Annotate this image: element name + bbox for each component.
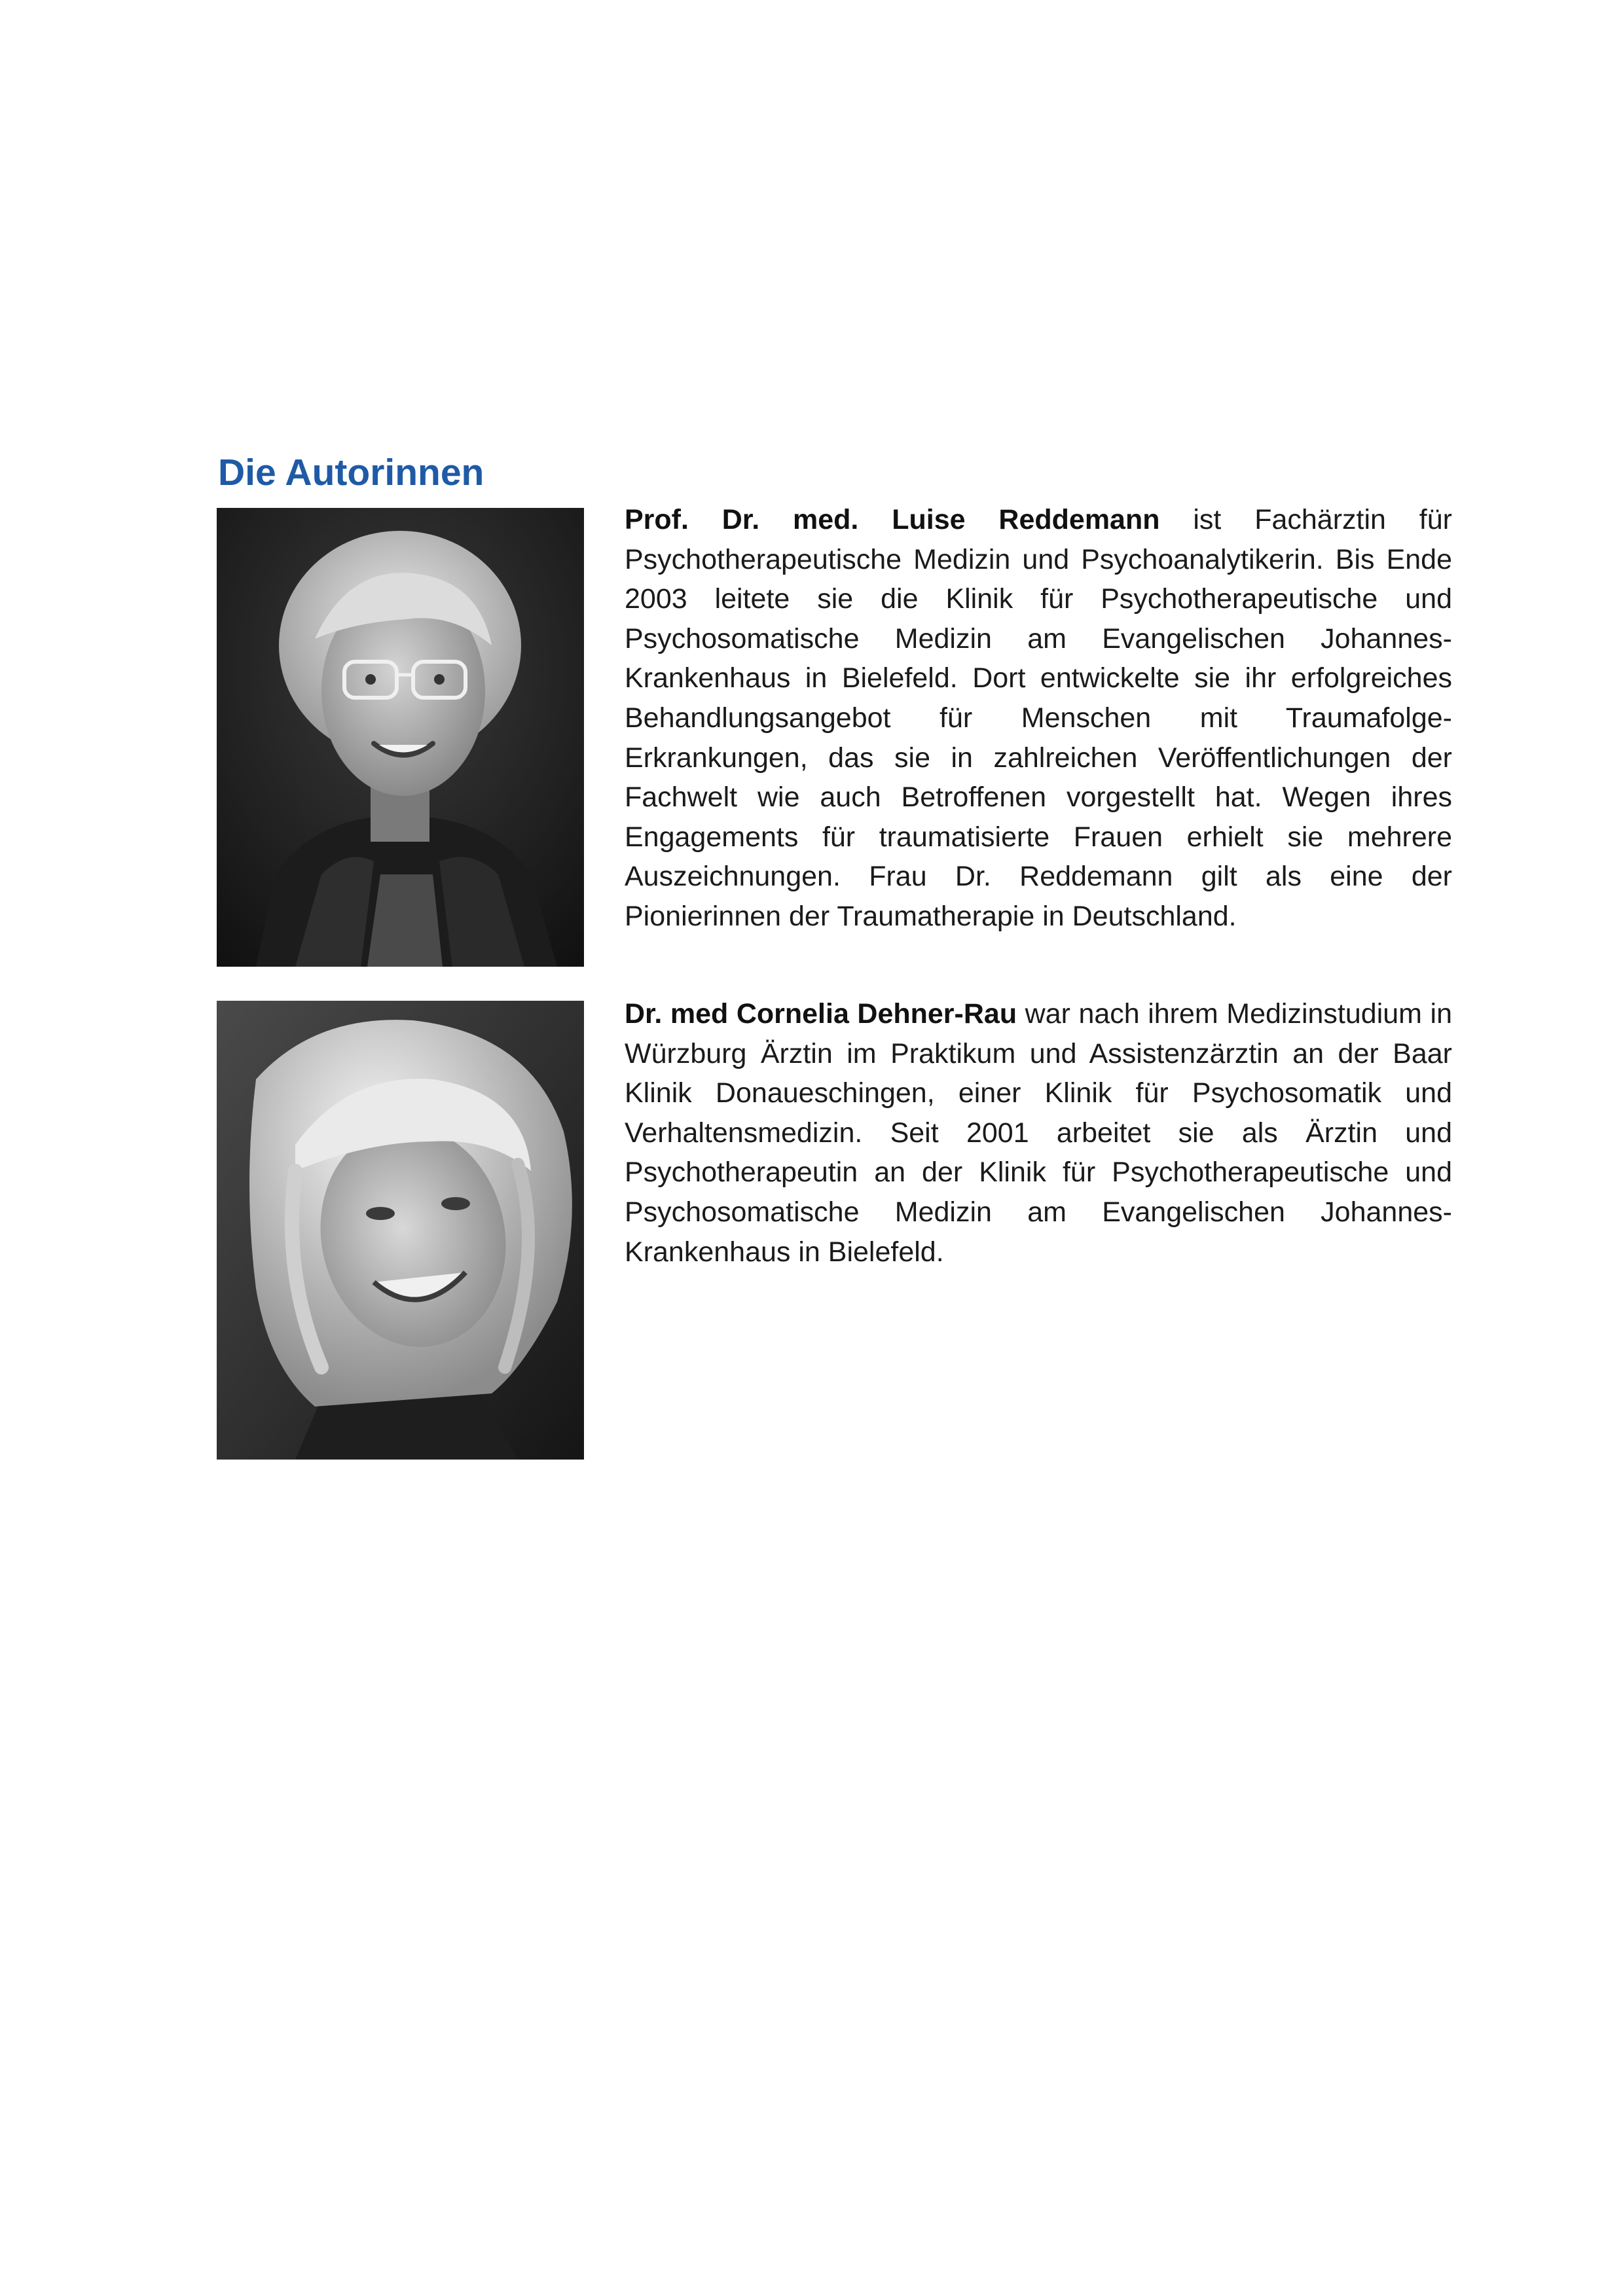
author-photo-reddemann [217,508,584,967]
author-bio-text: war nach ihrem Medizinstudium in Würzburg Ärztin im Praktikum und Assistenzärztin an der Baar Klinik Donaueschingen, einer Klinik für Psychosomatik und Verhaltensmedizin. Seit 2001 arbeitet sie als Ärztin und Psychotherapeutin an der Klinik für Psychotherapeutische und Psychosomatische Medizin am Evangelischen Johannes-Krankenhaus in Bielefeld. [625,998,1452,1268]
author-bio-dehner-rau [625,994,1452,1272]
author-bio-reddemann [625,500,1452,937]
author-name: Prof. Dr. med. Luise Reddemann [625,504,1160,535]
section-title: Die Autorinnen [218,452,484,493]
author-name: Dr. med Cornelia Dehner-Rau [625,998,1017,1030]
author-bio-text: ist Fachärztin für Psychotherapeutische Medizin und Psychoanalytikerin. Bis Ende 2003 leitete sie die Klinik für Psychotherapeutische und Psychosomatische Medizin am Evangelischen Johannes-Krankenhaus in Bielefeld. Dort entwickelte sie ihr erfolgreiches Behandlungsangebot für Menschen mit Traumafolge-Erkrankungen, das sie in zahlreichen Veröffentlichungen der Fachwelt wie auch Betroffenen vorgestellt hat. Wegen ihres Engagements für traumatisierte Frauen erhielt sie mehrere Auszeichnungen. Frau Dr. Reddemann gilt als eine der Pionierinnen der Traumatherapie in Deutschland. [625,504,1452,932]
author-photo-dehner-rau [217,1001,584,1460]
